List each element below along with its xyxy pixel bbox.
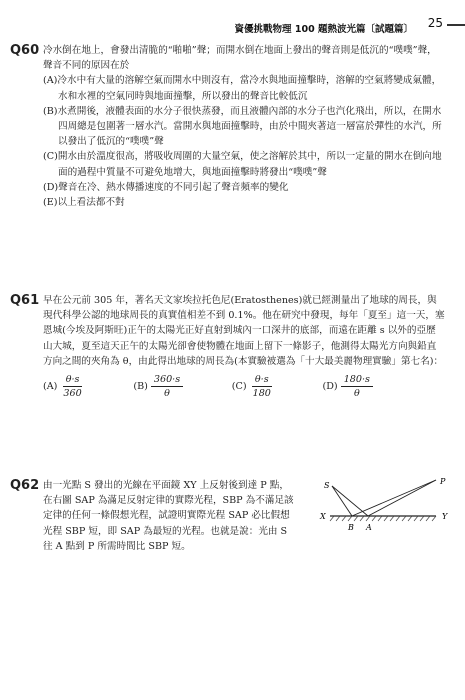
option-label: (C) [231,380,247,392]
label-b: B [348,523,354,532]
numerator: θ·s [63,373,83,387]
option-d: (D)聲音在冷、熱水傳播速度的不同引起了聲音頻率的變化 [43,181,289,193]
book-title: 資優挑戰物理 100 題熱波光篇〔試題篇〕 [234,24,413,35]
question-number: Q61 [10,293,40,308]
option-e: (E)以上看法都不對 [43,197,125,209]
option-a [43,373,85,400]
option-label: (A) [43,380,58,392]
page-header [0,12,465,38]
label-s: S [324,481,330,490]
option-label: (B) [133,380,148,392]
label-y: Y [442,512,448,521]
ray-b-to-p [352,480,436,516]
option-a: (A)冷水中有大量的溶解空氣而開水中則沒有，當冷水與地面撞擊時，溶解的空氣將變成氣體，水和水裡的空氣同時與地面撞擊，所以發出的聲音比較低沉 [43,75,442,102]
question-stem: 由一光點 S 發出的光線在平面鏡 XY 上反射後到達 P 點，在右圖 SAP 為滿足反射定律的實際光程，SBP 為不滿足該定律的任何一條假想光程，試證明實際光程 SAP 必比假想光程 SBP 短，即 SAP 為最短的光程。也就是說：光由 S 往 A 點到 P 所需時間比 SBP 短。 [43,480,294,552]
option-c [232,373,274,400]
option-label: (D) [322,380,338,392]
question-body [43,293,445,400]
fraction [250,373,274,400]
question-number: Q60 [10,43,40,58]
reflection-diagram [318,478,458,558]
question-stem: 早在公元前 305 年，著名天文家埃拉托色尼(Eratosthenes)就已經測量出了地球的周長，與現代科學公認的地球周長的真實值相差不到 0.1%。他在研究中發現，每年「夏至」這一天，塞恩城(今埃及阿斯旺)正午的太陽光正好直射到城內一口深井的底部，而遠在距離 s 以外的亞歷山大城，夏至這天正午的太陽光卻會使物體在地面上留下一條影子，他測得太陽光方向與鉛直方向之間的夾角為 θ，由此得出地球的周長為(本實驗被選為「十大最美麗物理實驗」第七名)： [43,295,445,367]
mirror-hatching [330,516,436,521]
header-rule [447,24,465,26]
denominator: 360 [63,388,82,400]
label-a: A [366,523,372,532]
option-d [323,373,373,400]
option-b: (B)水煮開後，液體表面的水分子很快蒸發，而且液體內部的水分子也汽化飛出，所以，在開水四周總是包圍著一層水汽。當開水與地面撞擊時，由於中間夾著這一層富於彈性的水汽，所以發出了低沉的“噗噗”聲 [43,105,442,148]
denominator: 180 [252,388,271,400]
label-x: X [320,512,326,521]
numerator: θ·s [252,373,272,387]
ray-a-to-p [368,480,436,516]
denominator: θ [353,388,360,400]
question-body [43,478,298,554]
fraction [341,373,373,400]
ray-s-to-b [332,486,352,516]
page-number: 25 [427,16,443,30]
answer-options [43,373,373,400]
denominator: θ [164,388,170,400]
option-c: (C)開水由於溫度很高，將吸收周圍的大量空氣，使之溶解於其中，所以一定量的開水在倒向地面的過程中質量不可避免地增大，與地面撞擊時將發出“噗噗”聲 [43,151,442,178]
numerator: 180·s [341,373,373,387]
fraction [60,373,84,400]
question-number: Q62 [10,478,40,493]
option-b [133,373,183,400]
fraction [151,373,183,400]
question-stem: 冷水倒在地上，會發出清脆的“啪啪”聲；而開水倒在地面上發出的聲音則是低沉的“噗噗”聲，聲音不同的原因在於 [43,45,437,72]
question-body [43,43,445,210]
numerator: 360·s [151,373,183,387]
label-p: P [440,478,446,486]
